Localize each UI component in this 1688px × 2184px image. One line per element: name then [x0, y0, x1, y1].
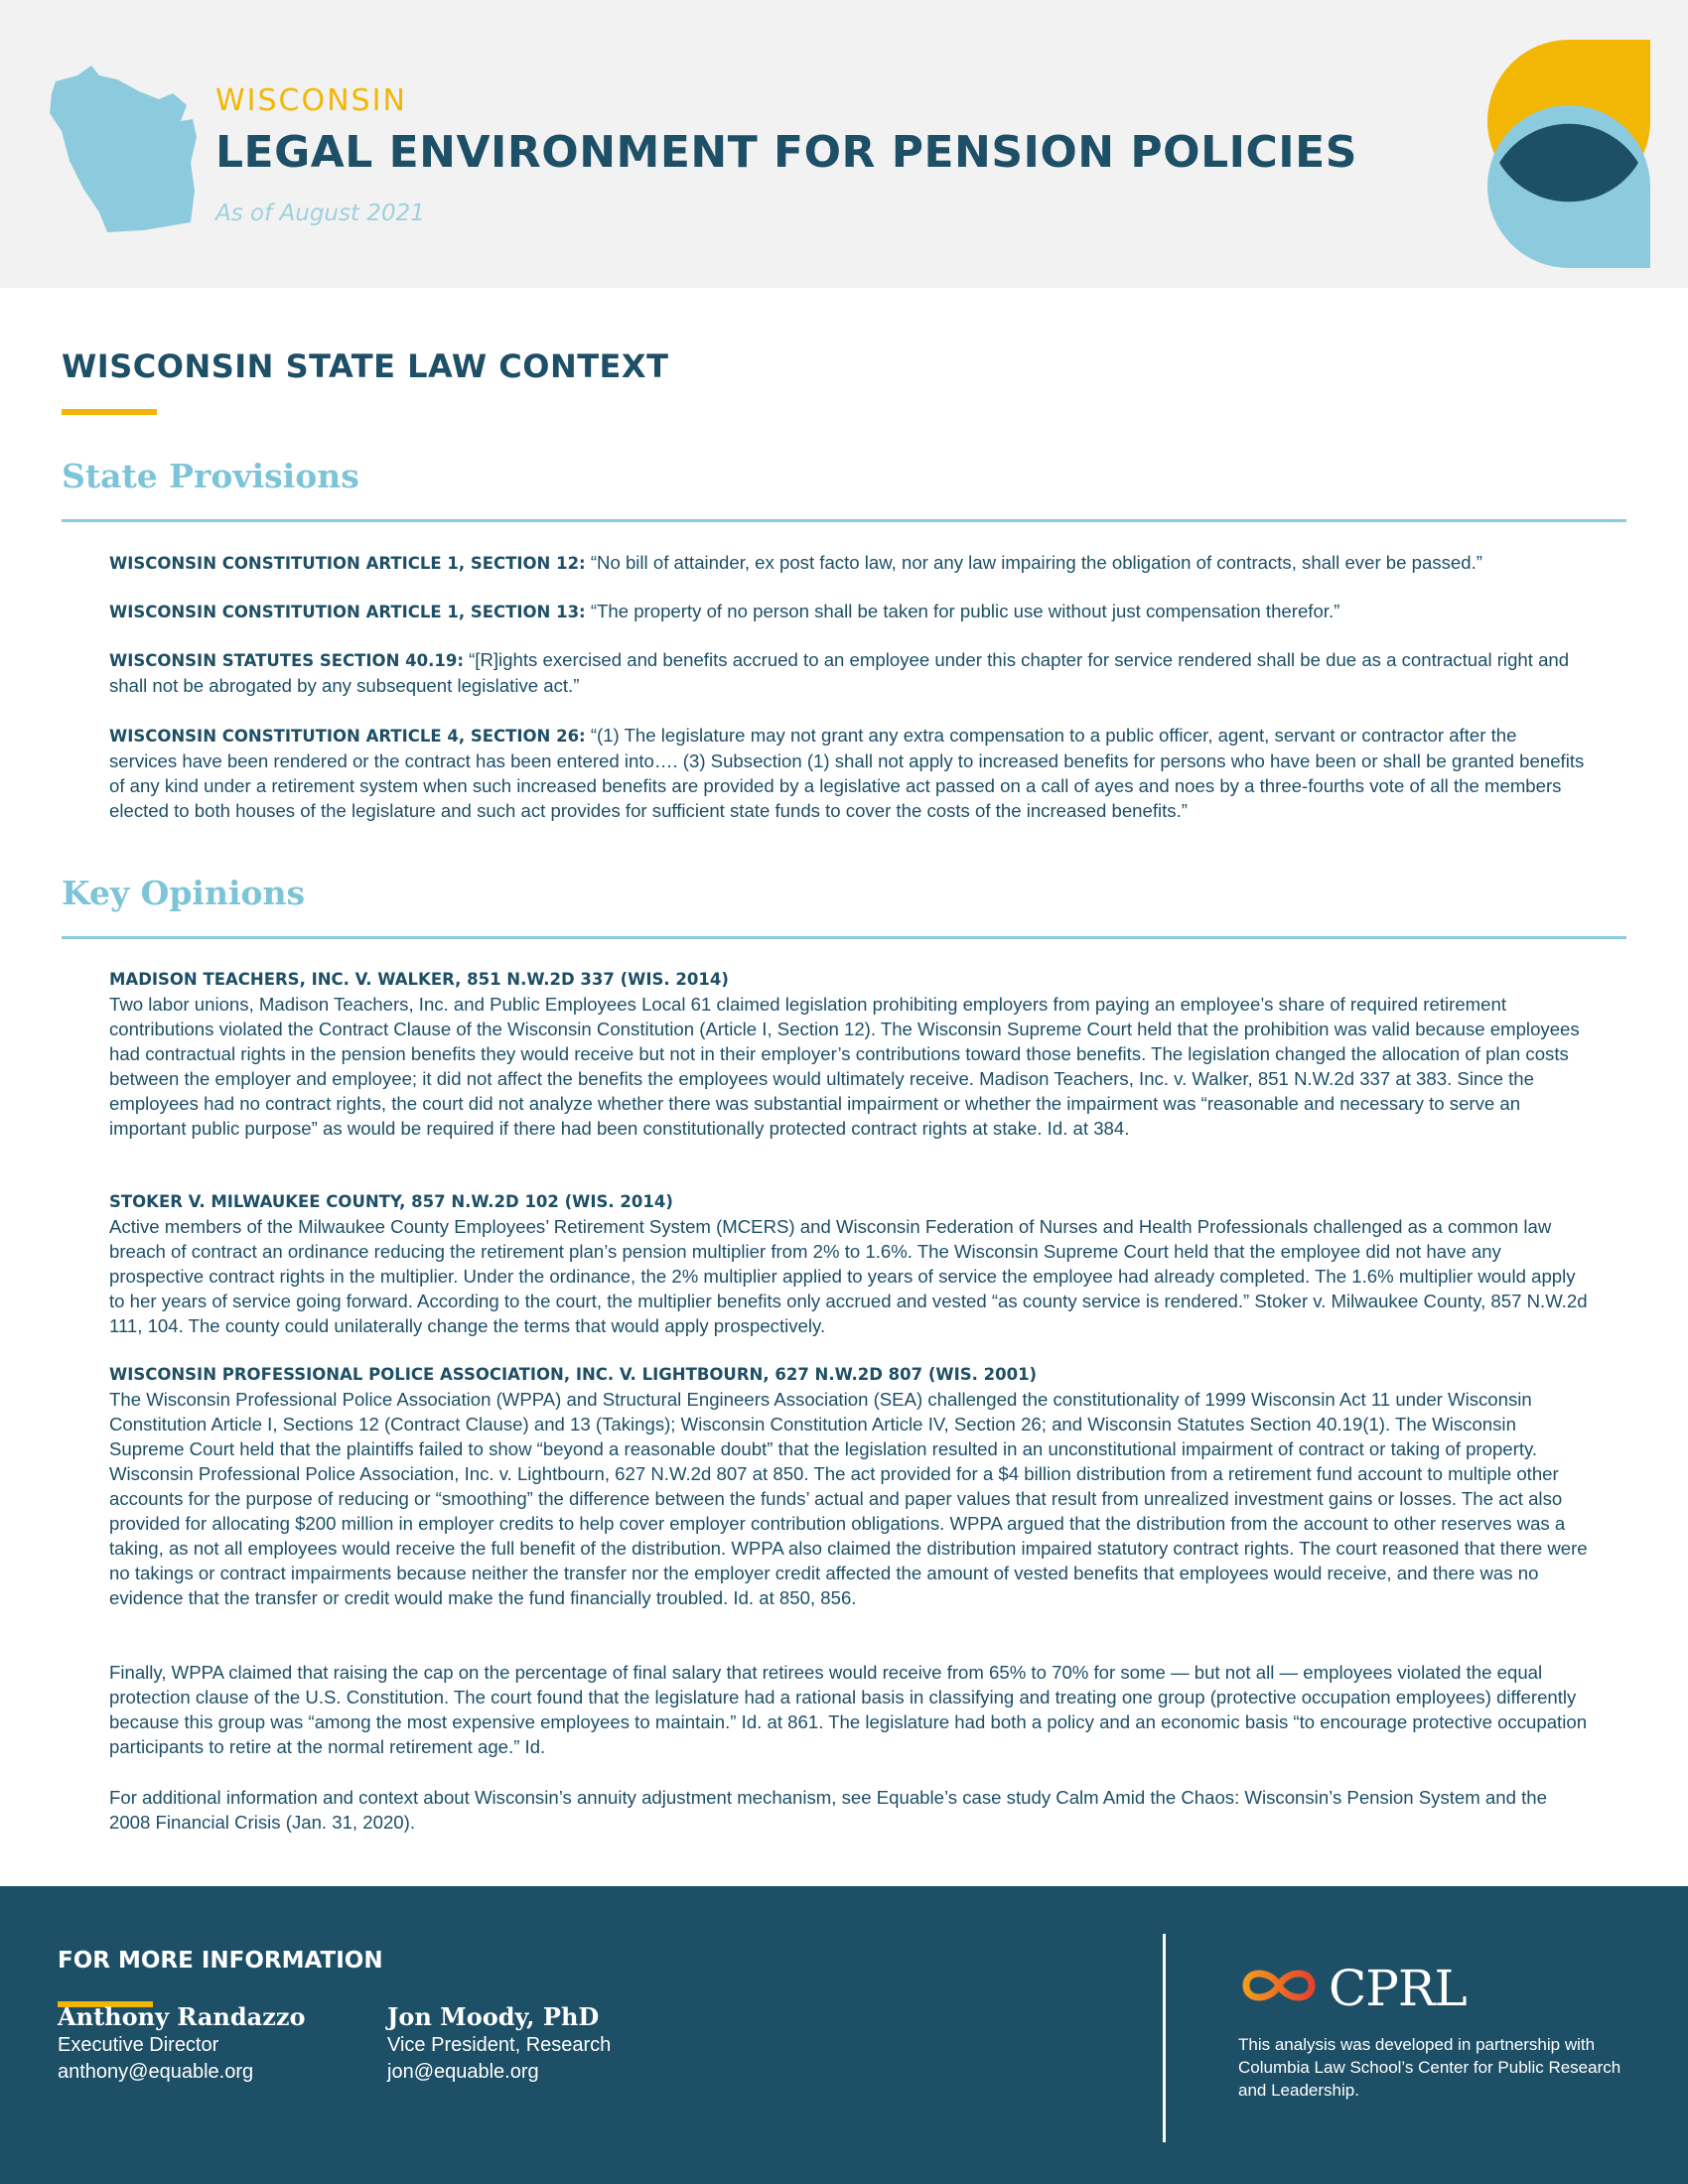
- case-title: MADISON TEACHERS, INC. V. WALKER, 851 N.W.2D 337 (WIS. 2014): [109, 970, 729, 989]
- contact-card: [58, 2003, 305, 2086]
- case-title: STOKER V. MILWAUKEE COUNTY, 857 N.W.2D 102 (WIS. 2014): [109, 1192, 673, 1211]
- page-header: [0, 0, 1688, 288]
- case-body: Active members of the Milwaukee County Employees’ Retirement System (MCERS) and Wisconsin Federation of Nurses and Health Professionals challenged as a common law breach of contract an ordinance reducing the retirement plan’s pension multiplier from 2% to 1.6%. The Wisconsin Supreme Court held that the employee did not have any prospective contract rights in the multiplier. Under the ordinance, the 2% multiplier applied to years of service the employee had already completed. The 1.6% multiplier would apply to her years of service going forward. According to the court, the multiplier benefits only accrued and vested “as county service is rendered.” Stoker v. Milwaukee County, 857 N.W.2d 111, 104. The county could unilaterally change the terms that would apply prospectively.: [109, 1216, 1588, 1336]
- state-name: WISCONSIN: [215, 83, 407, 118]
- as-of-date: As of August 2021: [215, 201, 425, 226]
- footer-heading: FOR MORE INFORMATION: [58, 1948, 383, 1974]
- case-body: Two labor unions, Madison Teachers, Inc. and Public Employees Local 61 claimed legislation prohibiting employers from paying an employee’s share of required retirement contributions violated the Contract Clause of the Wisconsin Constitution (Article I, Section 12). The Wisconsin Supreme Court held that the prohibition was valid because employees had contractual rights in the pension benefits they would receive but not in their employer’s contributions toward those benefits. The legislation changed the allocation of plan costs between the employer and employee; it did not affect the benefits the employees would ultimately receive. Madison Teachers, Inc. v. Walker, 851 N.W.2d 337 at 383. Since the employees had no contract rights, the court did not analyze whether there was substantial impairment or whether the impairment was “reasonable and necessary to serve an important public purpose” as would be required if there had been constitutionally protected contract rights at stake. Id. at 384.: [109, 994, 1580, 1139]
- contact-role: Executive Director: [58, 2034, 219, 2056]
- provision-item: WISCONSIN STATUTES SECTION 40.19: “[R]ights exercised and benefits accrued to an employee under this chapter for service rendered shall be due as a contractual right and shall not be abrogated by any subsequent legislative act.”: [109, 649, 1570, 696]
- case-title: WISCONSIN PROFESSIONAL POLICE ASSOCIATION, INC. V. LIGHTBOURN, 627 N.W.2D 807 (WIS. 2001): [109, 1365, 1038, 1384]
- case-block: [109, 1189, 1589, 1338]
- contact-card: [387, 2003, 611, 2086]
- infinity-logo-icon: [1238, 1964, 1320, 2007]
- wisconsin-map-icon: [48, 62, 197, 232]
- page-title: LEGAL ENVIRONMENT FOR PENSION POLICIES: [215, 127, 1357, 178]
- partner-text: This analysis was developed in partnership with Columbia Law School’s Center for Public Research and Leadership.: [1238, 2035, 1621, 2100]
- cprl-logo-text: CPRL: [1329, 1960, 1467, 2017]
- contact-name: Anthony Randazzo: [58, 2002, 306, 2031]
- case-block: [109, 1362, 1589, 1610]
- provision-item: WISCONSIN CONSTITUTION ARTICLE 4, SECTION 26: “(1) The legislature may not grant any extra compensation to a public officer, agent, servant or contractor after the services have been rendered or the contract has been entered into…. (3) Subsection (1) shall not apply to increased benefits for persons who have been or shall be granted benefits of any kind under a retirement system when such increased benefits are provided by a legislative act passed on a call of ayes and noes by a three-fourths vote of all the members elected to both houses of the legislature and such act provides for sufficient state funds to cover the costs of the increased benefits.”: [109, 725, 1585, 821]
- divider: [62, 519, 1626, 522]
- case-body: The Wisconsin Professional Police Association (WPPA) and Structural Engineers Association (SEA) challenged the constitutionality of 1999 Wisconsin Act 11 under Wisconsin Constitution Article I, Sections 12 (Contract Clause) and 13 (Takings); Wisconsin Constitution Article IV, Section 26; and Wisconsin Statutes Section 40.19(1). The Wisconsin Supreme Court held that the plaintiffs failed to show “beyond a reasonable doubt” that the legislation resulted in an unconstitutional impairment of contract or taking of property. Wisconsin Professional Police Association, Inc. v. Lightbourn, 627 N.W.2d 807 at 850. The act provided for a $4 billion distribution from a retirement fund account to multiple other accounts for the purpose of reducing or “smoothing” the difference between the funds’ actual and paper values that result from unrealized investment gains or losses. The act also provided for allocating $200 million in employer credits to help cover employer contribution obligations. WPPA argued that the distribution from the account to other reserves was a taking, as not all employees would receive the full benefit of the distribution. WPPA also claimed the distribution impaired statutory contract rights. The court reasoned that there were no takings or contract impairments because neither the transfer nor the employer credit affected the amount of vested benefits that employees would receive, and there was no evidence that the transfer or credit would make the fund financially troubled. Id. at 850, 856.: [109, 1389, 1588, 1608]
- provision-item: WISCONSIN CONSTITUTION ARTICLE 1, SECTION 13: “The property of no person shall be taken for public use without just compensation therefor.”: [109, 601, 1340, 621]
- section-title: WISCONSIN STATE LAW CONTEXT: [62, 347, 669, 385]
- additional-info-paragraph: For additional information and context about Wisconsin’s annuity adjustment mechanism, see Equable’s case study Calm Amid the Chaos: Wisconsin’s Pension System and the 2008 Financial Crisis (Jan. 31, 2020).: [109, 1787, 1547, 1833]
- key-opinions-heading: Key Opinions: [62, 874, 306, 912]
- equal-protection-paragraph: Finally, WPPA claimed that raising the cap on the percentage of final salary that retirees would receive from 65% to 70% for some — but not all — employees violated the equal protection clause of the U.S. Constitution. The court found that the legislature had a rational basis in classifying and treating one group (protective occupation employees) differently because this group was “among the most expensive employees to maintain.” Id. at 861. The legislature had both a policy and an economic basis “to encourage protective occupation participants to retire at the normal retirement age.” Id.: [109, 1662, 1588, 1757]
- section-underline: [62, 409, 157, 415]
- footer-divider: [1163, 1934, 1166, 2142]
- contact-email[interactable]: anthony@equable.org: [58, 2061, 254, 2083]
- provision-item: WISCONSIN CONSTITUTION ARTICLE 1, SECTION 12: “No bill of attainder, ex post facto law, nor any law impairing the obligation of contracts, shall ever be passed.”: [109, 552, 1482, 573]
- divider: [62, 936, 1626, 939]
- contact-role: Vice President, Research: [387, 2034, 612, 2056]
- state-provisions-heading: State Provisions: [62, 457, 359, 495]
- contact-email[interactable]: jon@equable.org: [387, 2061, 539, 2083]
- page-footer: [0, 1886, 1688, 2184]
- case-block: [109, 967, 1589, 1141]
- contact-name: Jon Moody, PhD: [387, 2002, 600, 2031]
- equable-logo-icon: [1487, 40, 1650, 268]
